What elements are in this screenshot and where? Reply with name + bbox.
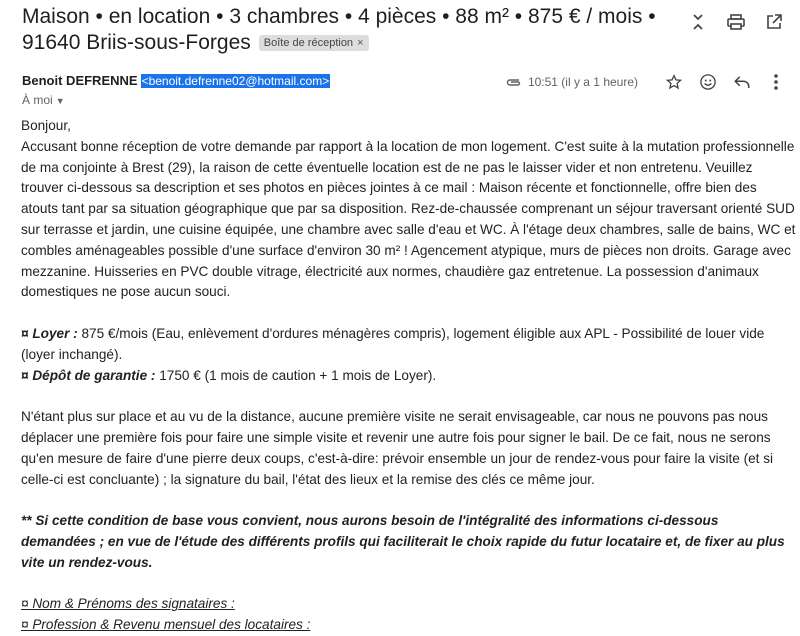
inbox-label-chip[interactable]	[259, 35, 369, 51]
recipients-toggle[interactable]	[22, 93, 65, 107]
subject-text: Maison • en location • 3 chambres • 4 pièces • 88 m² • 875 € / mois • 91640 Briis-sous-Forges	[22, 5, 656, 54]
emoji-reaction-button[interactable]	[694, 70, 722, 94]
collapse-icon	[691, 14, 705, 30]
message-time: 10:51 (il y a 1 heure)	[527, 75, 638, 89]
subject-header	[22, 4, 712, 56]
recipient-text: À moi	[22, 93, 53, 107]
attachment-icon[interactable]	[506, 77, 522, 87]
print-icon	[727, 14, 745, 30]
open-new-window-button[interactable]	[762, 10, 786, 34]
visit-paragraph: N'étant plus sur place et au vu de la distance, aucune première visite ne serait envisageable, car nous ne pouvons pas nous déplacer une première fois pour faire une simple visite et revenir une autre fois pour signer le bail. De ce fait, nous ne serons qu'en mesure de faire d'une pierre deux coups, c'est-à-dire: prévoir ensemble un jour de rendez-vous pour faire la visite (et si celle-ci est concluante) ; la signature du bail, l'état des lieux et la remise des clés ce même jour.	[21, 409, 774, 487]
email-body	[21, 116, 796, 636]
more-vert-icon	[773, 73, 779, 91]
depot-label: ¤ Dépôt de garantie :	[21, 367, 156, 383]
loyer-text: 875 €/mois (Eau, enlèvement d'ordures ménagères compris), logement éligible aux APL - Possibilité de louer vide (loyer inchangé).	[21, 325, 765, 362]
chevron-down-icon[interactable]: ▼	[55, 96, 65, 106]
field-profession: ¤ Profession & Revenu mensuel des locataires :	[21, 617, 311, 633]
sender-name[interactable]: Benoit DEFRENNE	[22, 73, 138, 88]
spacer	[21, 386, 796, 407]
depot-text: 1750 € (1 mois de caution + 1 mois de Loyer).	[155, 367, 437, 383]
emoji-icon	[699, 73, 717, 91]
subject-actions	[686, 10, 786, 34]
email-subject	[22, 4, 712, 56]
depot-line	[21, 366, 796, 387]
spacer	[21, 303, 796, 324]
star-button[interactable]	[660, 70, 688, 94]
loyer-line	[21, 324, 796, 366]
spacer	[21, 490, 796, 511]
reply-button[interactable]	[728, 70, 756, 94]
remove-label-icon[interactable]: ×	[357, 37, 364, 49]
star-icon	[666, 74, 682, 90]
condition-paragraph: ** Si cette condition de base vous convient, nous aurons besoin de l'intégralité des informations ci-dessous demandées ; en vue de l'étude des différents profils qui faciliterait le choix rapide du futur locataire et, de fixer au plus vite un rendez-vous.	[21, 513, 785, 570]
spacer	[21, 574, 796, 595]
inbox-label-text: Boîte de réception	[263, 37, 354, 49]
open-in-new-icon	[766, 14, 782, 30]
message-meta	[506, 70, 790, 94]
loyer-label: ¤ Loyer :	[21, 325, 78, 341]
reply-icon	[733, 74, 751, 90]
collapse-all-button[interactable]	[686, 10, 710, 34]
field-names: ¤ Nom & Prénoms des signataires :	[21, 596, 235, 612]
print-button[interactable]	[724, 10, 748, 34]
more-options-button[interactable]	[762, 70, 790, 94]
intro-paragraph: Accusant bonne réception de votre demande par rapport à la location de mon logement. C'est suite à la mutation professionnelle de ma conjointe à Brest (29), la raison de cette éventuelle location est de ne pas le laisser vider et non entretenu. Veuillez trouver ci-dessous sa description et ses photos en pièces jointes à ce mail : Maison récente et fonctionnelle, offre bien des atouts tant par sa situation géographique que par sa disposition. Rez-de-chaussée comprenant un séjour traversant orienté SUD sur terrasse et jardin, une cuisine équipée, une chambre avec salle d'eau et WC. À l'étage deux chambres, salle de bains, WC et combles aménageables possible d'une surface d'environ 30 m² ! Agencement atypique, murs de pièces non droits. Garage avec mezzanine. Huisseries en PVC double vitrage, électricité aux normes, chaudière gaz entretenue. La possession d'animaux domestiques ne pose aucun souci.	[21, 138, 796, 300]
sender-email[interactable]: <benoit.defrenne02@hotmail.com>	[141, 74, 330, 88]
greeting: Bonjour,	[21, 118, 71, 133]
